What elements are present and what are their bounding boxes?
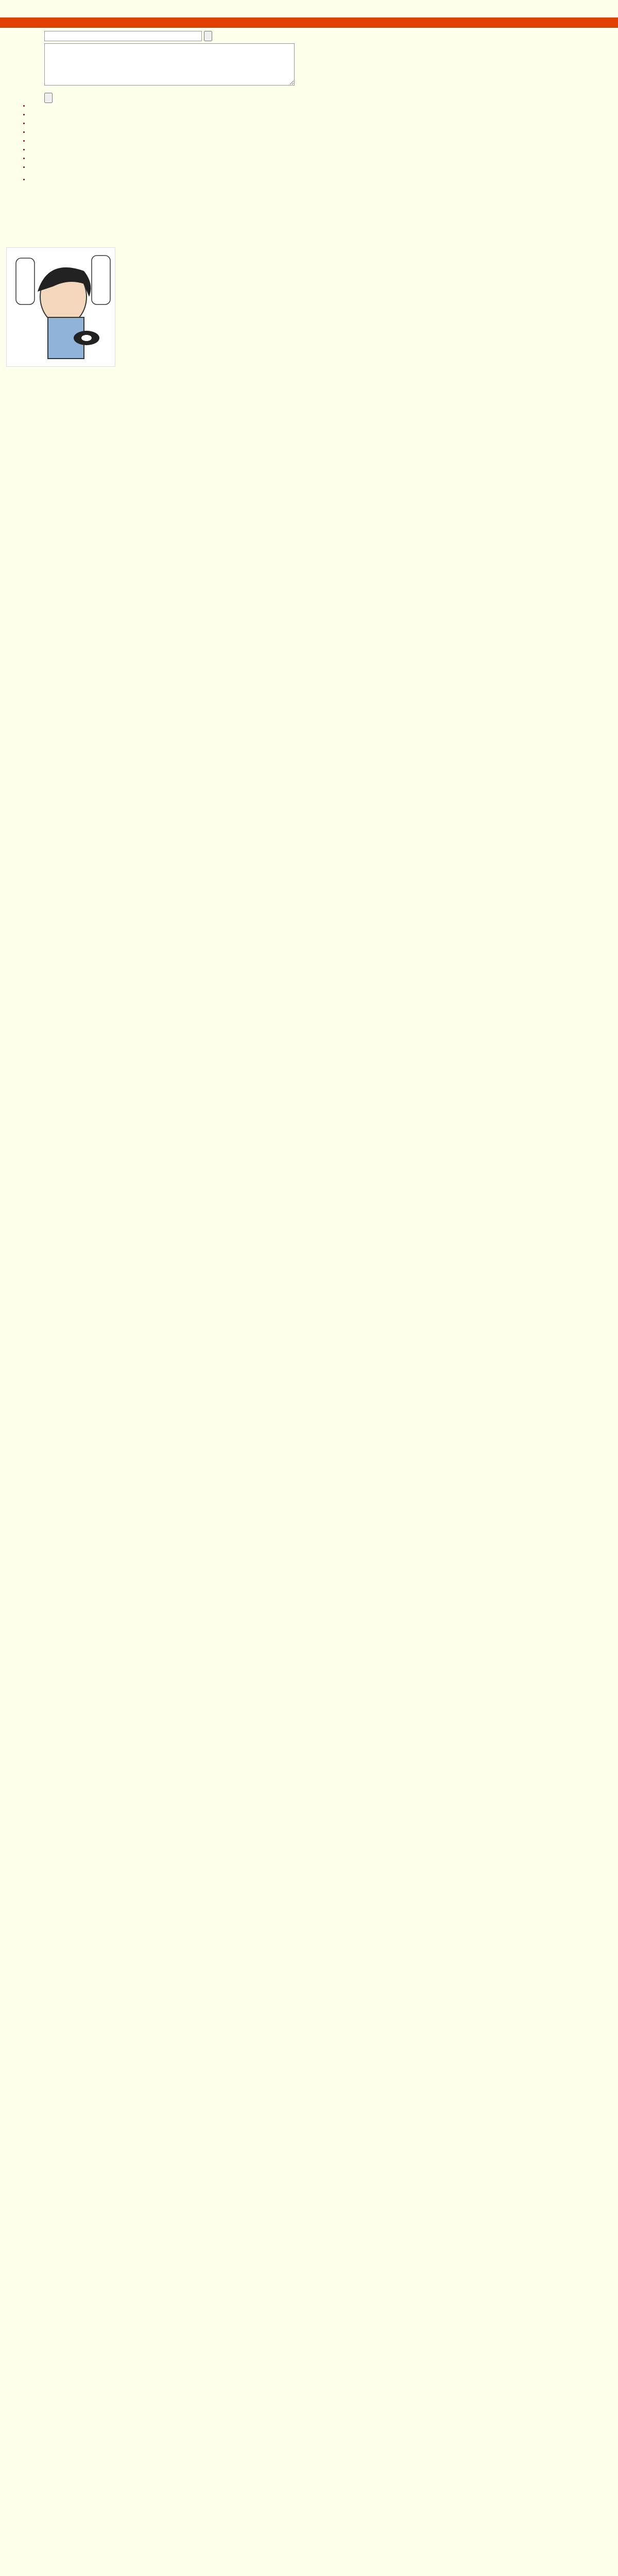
comment-field[interactable]	[44, 43, 295, 86]
rule-item	[30, 110, 442, 118]
rule-item	[30, 101, 442, 110]
rules-list	[21, 101, 442, 185]
email-field[interactable]	[44, 31, 202, 41]
rule-item	[30, 128, 442, 136]
rule-links	[30, 163, 442, 171]
reply-form	[3, 31, 467, 105]
email-row	[3, 31, 467, 43]
rule-item	[30, 154, 442, 162]
rule-item	[30, 145, 442, 154]
big-link-item	[30, 172, 442, 185]
comment-row	[3, 43, 467, 84]
manga-character-illustration	[7, 248, 115, 366]
op-post	[121, 242, 389, 246]
op-image[interactable]	[6, 247, 115, 367]
reply-mode-bar	[0, 18, 618, 28]
submit-button[interactable]	[204, 31, 212, 41]
rule-item	[30, 119, 442, 127]
rule-item	[30, 137, 442, 145]
